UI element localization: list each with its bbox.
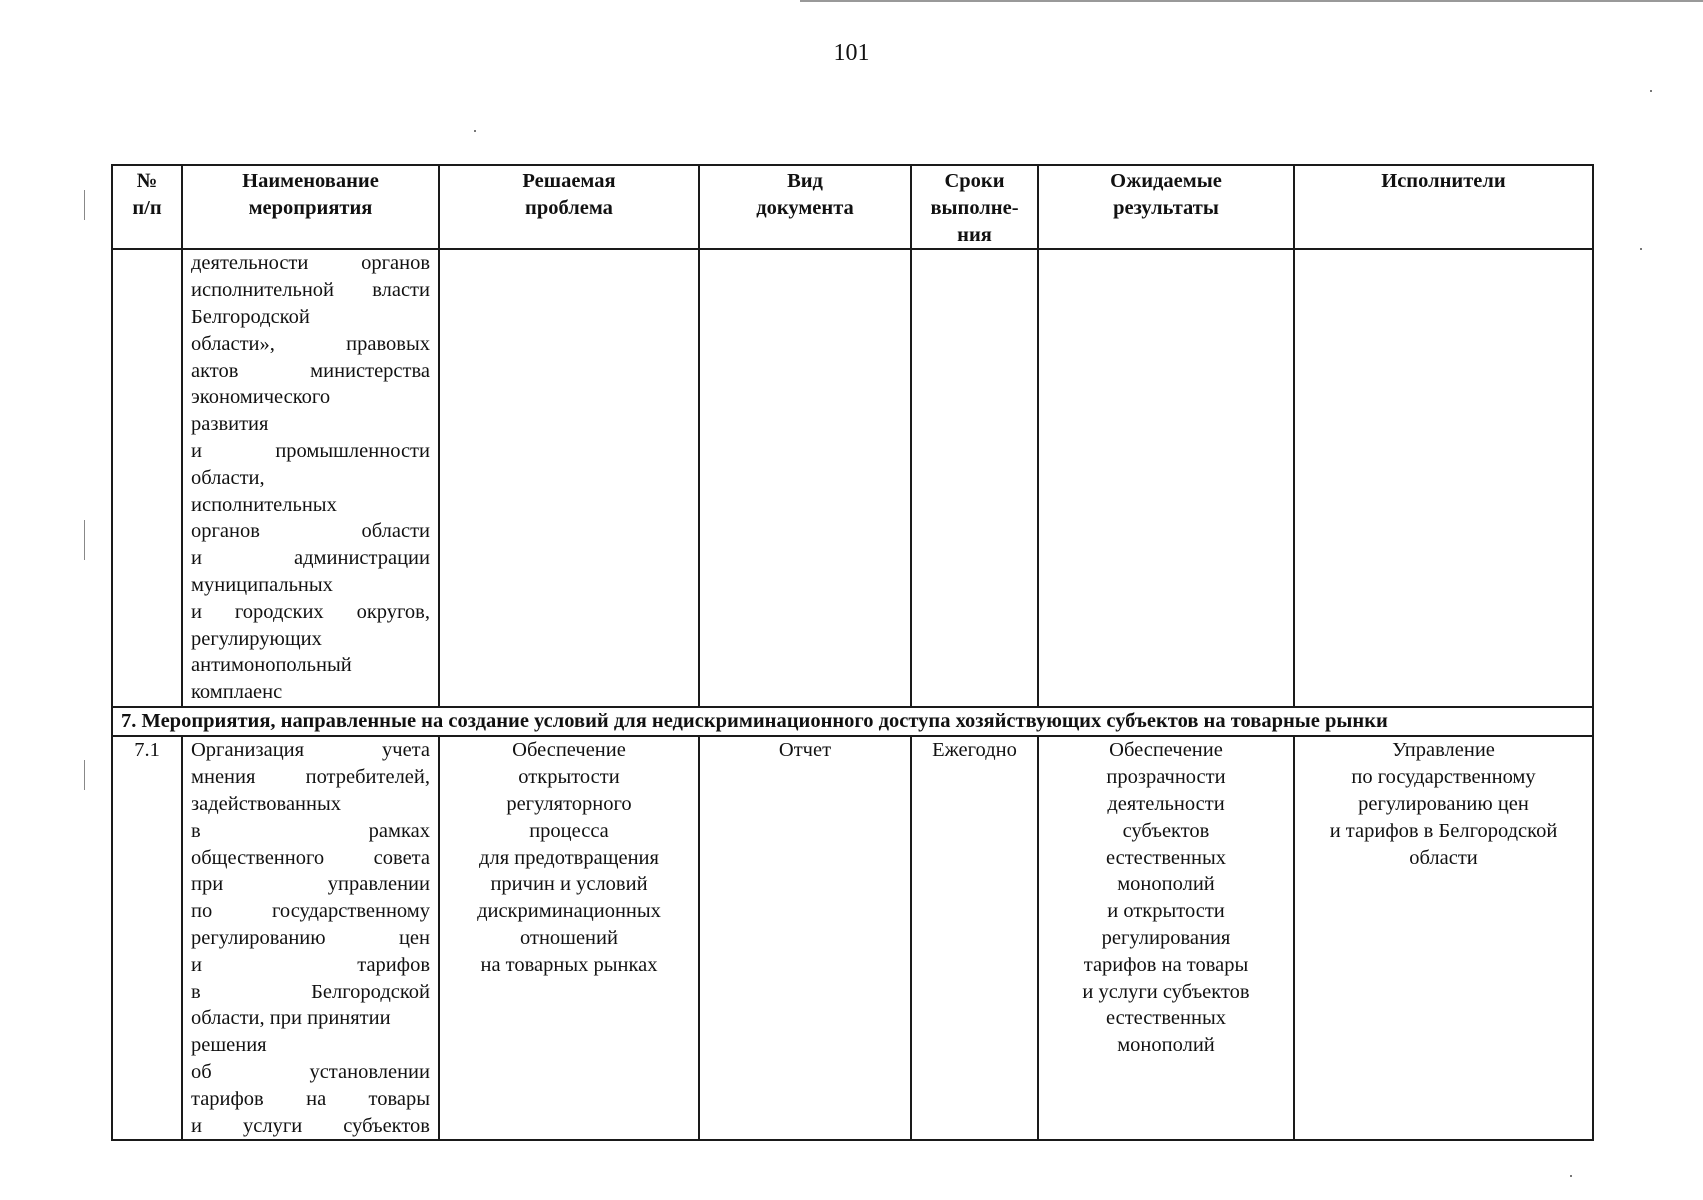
header-results <box>1038 165 1294 249</box>
text-line: причин и условий <box>490 873 648 896</box>
text-line: и городских округов, <box>191 600 430 623</box>
text-line: естественных <box>1106 846 1226 869</box>
cell-executors <box>1294 249 1593 707</box>
text-line: регулированию цен <box>1358 792 1529 815</box>
text-line: исполнительной власти <box>191 279 430 302</box>
header-problem <box>439 165 699 249</box>
text-line: актов министерства <box>191 359 430 382</box>
scan-mark <box>84 760 85 790</box>
cell-doc-type: Отчет <box>699 736 911 1140</box>
text-line: деятельности <box>1107 792 1225 815</box>
text-line: монополий <box>1117 873 1215 896</box>
text-line: Организация учета <box>191 739 430 762</box>
text-line: дискриминационных <box>477 900 661 923</box>
text-line: области <box>1409 846 1478 869</box>
header-line: Решаемая <box>522 170 616 192</box>
text-line: комплаенс <box>191 681 283 704</box>
cell-results <box>1038 736 1294 1140</box>
text-line: отношений <box>520 926 618 949</box>
cell-problem <box>439 249 699 707</box>
header-line: документа <box>756 196 854 219</box>
header-deadline <box>911 165 1038 249</box>
header-line: проблема <box>525 196 613 219</box>
text-line: области», правовых <box>191 332 430 355</box>
text-line: монополий <box>1117 1034 1215 1057</box>
header-line: ния <box>957 223 992 246</box>
text-line: по государственному <box>191 900 430 923</box>
header-line: Сроки <box>944 170 1005 192</box>
text-line: прозрачности <box>1106 766 1226 789</box>
text-line: в Белгородской <box>191 980 430 1003</box>
text-line: общественного совета <box>191 846 430 869</box>
text-line: Обеспечение <box>512 739 626 762</box>
text-line: Обеспечение <box>1109 739 1223 762</box>
text-line: регулированию цен <box>191 926 430 949</box>
scan-speck <box>1650 90 1652 92</box>
header-line: № <box>136 170 158 192</box>
text-line: на товарных рынках <box>480 953 658 976</box>
header-line: выполне- <box>930 196 1019 219</box>
header-line: Наименование <box>242 170 379 192</box>
page-number: 101 <box>833 40 870 66</box>
text-line: мнения потребителей, <box>191 766 430 789</box>
top-border-line <box>800 0 1703 2</box>
cell-name <box>182 736 439 1140</box>
text-line: и промышленности <box>191 439 430 462</box>
text-line: открытости <box>518 766 620 789</box>
text-line: для предотвращения <box>479 846 659 869</box>
text-line: области, <box>191 466 265 489</box>
text-line: и открытости <box>1107 900 1225 923</box>
text-line: естественных <box>1106 1007 1226 1030</box>
text-line: процесса <box>529 819 609 842</box>
scan-mark <box>84 520 85 560</box>
header-line: Вид <box>787 170 823 192</box>
header-line: мероприятия <box>248 196 373 219</box>
text-line: муниципальных <box>191 573 333 596</box>
header-doc-type <box>699 165 911 249</box>
cell-deadline <box>911 249 1038 707</box>
scan-speck <box>1640 248 1642 250</box>
cell-doc-type <box>699 249 911 707</box>
text-line: деятельности органов <box>191 252 430 275</box>
header-executors <box>1294 165 1593 249</box>
table-row-continuation <box>112 249 1593 707</box>
text-line: и тарифов в Белгородской <box>1329 819 1558 842</box>
text-line: субъектов <box>1122 819 1210 842</box>
header-line: Исполнители <box>1381 170 1506 192</box>
text-line: регулирующих <box>191 627 322 650</box>
text-line: регуляторного <box>506 792 632 815</box>
section-title: 7. Мероприятия, направленные на создание условий для недискриминационного доступа хозяйствующих субъектов на товарные рынки <box>112 707 1593 736</box>
section-heading-row <box>112 707 1593 736</box>
text-line: и тарифов <box>191 953 430 976</box>
text-line: органов области <box>191 520 430 543</box>
cell-executors <box>1294 736 1593 1140</box>
cell-problem <box>439 736 699 1140</box>
text-line: по государственному <box>1351 766 1536 789</box>
header-row <box>112 165 1593 249</box>
header-line: п/п <box>132 196 162 219</box>
text-line: исполнительных <box>191 493 337 516</box>
text-line: об установлении <box>191 1060 430 1083</box>
header-num <box>112 165 182 249</box>
text-line: тарифов на товары <box>191 1087 430 1110</box>
scan-speck <box>1570 1175 1572 1177</box>
text-line: регулирования <box>1101 926 1231 949</box>
scan-speck <box>474 130 476 132</box>
text-line: решения <box>191 1034 267 1057</box>
text-line: развития <box>191 413 269 436</box>
text-line: в рамках <box>191 819 430 842</box>
text-line: экономического <box>191 386 331 409</box>
table-row-7-1 <box>112 736 1593 1140</box>
text-line: Управление <box>1392 739 1495 762</box>
text-line: задействованных <box>191 792 342 815</box>
text-line: антимонопольный <box>191 654 352 677</box>
text-line: области, при принятии <box>191 1007 391 1030</box>
text-line: при управлении <box>191 873 430 896</box>
cell-deadline: Ежегодно <box>911 736 1038 1140</box>
header-name <box>182 165 439 249</box>
header-line: результаты <box>1113 196 1219 219</box>
measures-table <box>111 164 1594 1141</box>
cell-results <box>1038 249 1294 707</box>
cell-num: 7.1 <box>112 736 182 1140</box>
scan-mark <box>84 190 85 220</box>
text-line: Белгородской <box>191 305 310 328</box>
text-line: и услуги субъектов <box>1082 980 1250 1003</box>
text-line: тарифов на товары <box>1083 953 1249 976</box>
cell-name <box>182 249 439 707</box>
header-line: Ожидаемые <box>1110 170 1222 192</box>
text-line: и услуги субъектов <box>191 1114 430 1137</box>
text-line: и администрации <box>191 547 430 570</box>
cell-num <box>112 249 182 707</box>
